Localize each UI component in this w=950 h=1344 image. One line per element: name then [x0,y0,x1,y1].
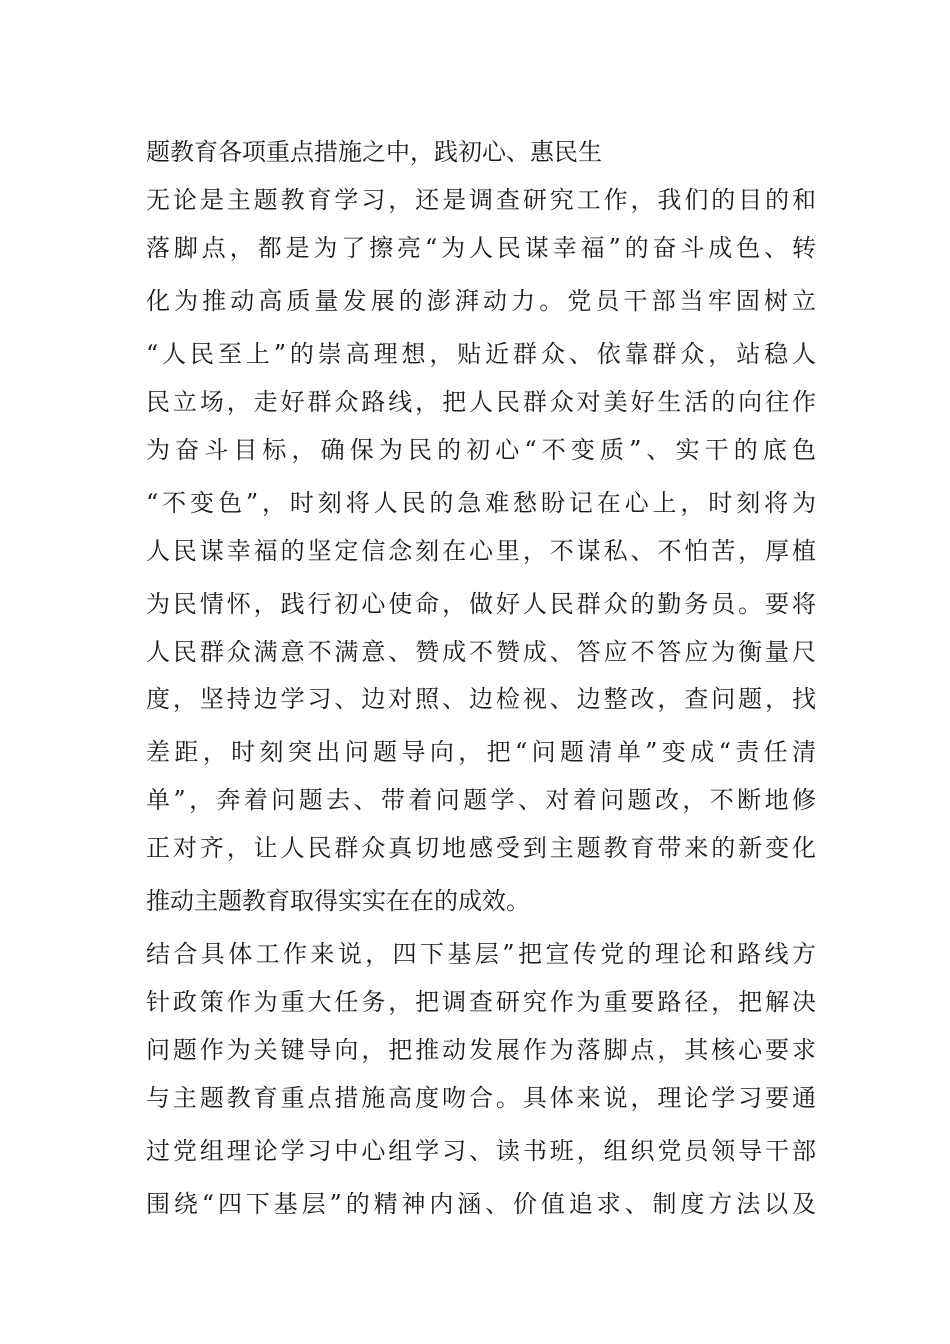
text-line: 化为推动高质量发展的澎湃动力。党员干部当牢固树立 [146,287,816,315]
text-line: 单”，奔着问题去、带着问题学、对着问题改，不断地修 [146,786,816,814]
text-line: 结合具体工作来说，四下基层”把宣传党的理论和路线方 [146,940,816,968]
text-line: 为奋斗目标，确保为民的初心“不变质”、实干的底色 [146,436,816,464]
text-line: 与主题教育重点措施高度吻合。具体来说，理论学习要通 [146,1084,816,1112]
text-line: 人民群众满意不满意、赞成不赞成、答应不答应为衡量尺 [146,638,816,666]
text-line: “不变色”，时刻将人民的急难愁盼记在心上，时刻将为 [146,489,816,517]
text-line: 推动主题教育取得实实在在的成效。 [146,887,530,915]
text-line: 问题作为关键导向，把推动发展作为落脚点，其核心要求 [146,1036,816,1064]
text-line: 针政策作为重大任务，把调查研究作为重要路径，把解决 [146,988,816,1016]
text-line: 无论是主题教育学习，还是调查研究工作，我们的目的和 [146,186,816,214]
text-line: “人民至上”的崇高理想，贴近群众、依靠群众，站稳人 [146,340,816,368]
text-line: 过党组理论学习中心组学习、读书班，组织党员领导干部 [146,1137,816,1165]
text-line: 为民情怀，践行初心使命，做好人民群众的勤务员。要将 [146,590,816,618]
text-line: 人民谋幸福的坚定信念刻在心里，不谋私、不怕苦，厚植 [146,537,816,565]
text-line: 围绕“四下基层”的精神内涵、价值追求、制度方法以及 [146,1190,816,1218]
text-line: 题教育各项重点措施之中，践初心、惠民生 [146,138,602,166]
text-line: 落脚点，都是为了擦亮“为人民谋幸福”的奋斗成色、转 [146,234,816,262]
text-line: 差距，时刻突出问题导向，把“问题清单”变成“责任清 [146,738,816,766]
text-line: 度，坚持边学习、边对照、边检视、边整改，查问题，找 [146,685,816,713]
text-line: 民立场，走好群众路线，把人民群众对美好生活的向往作 [146,388,816,416]
text-line: 正对齐，让人民群众真切地感受到主题教育带来的新变化 [146,834,816,862]
